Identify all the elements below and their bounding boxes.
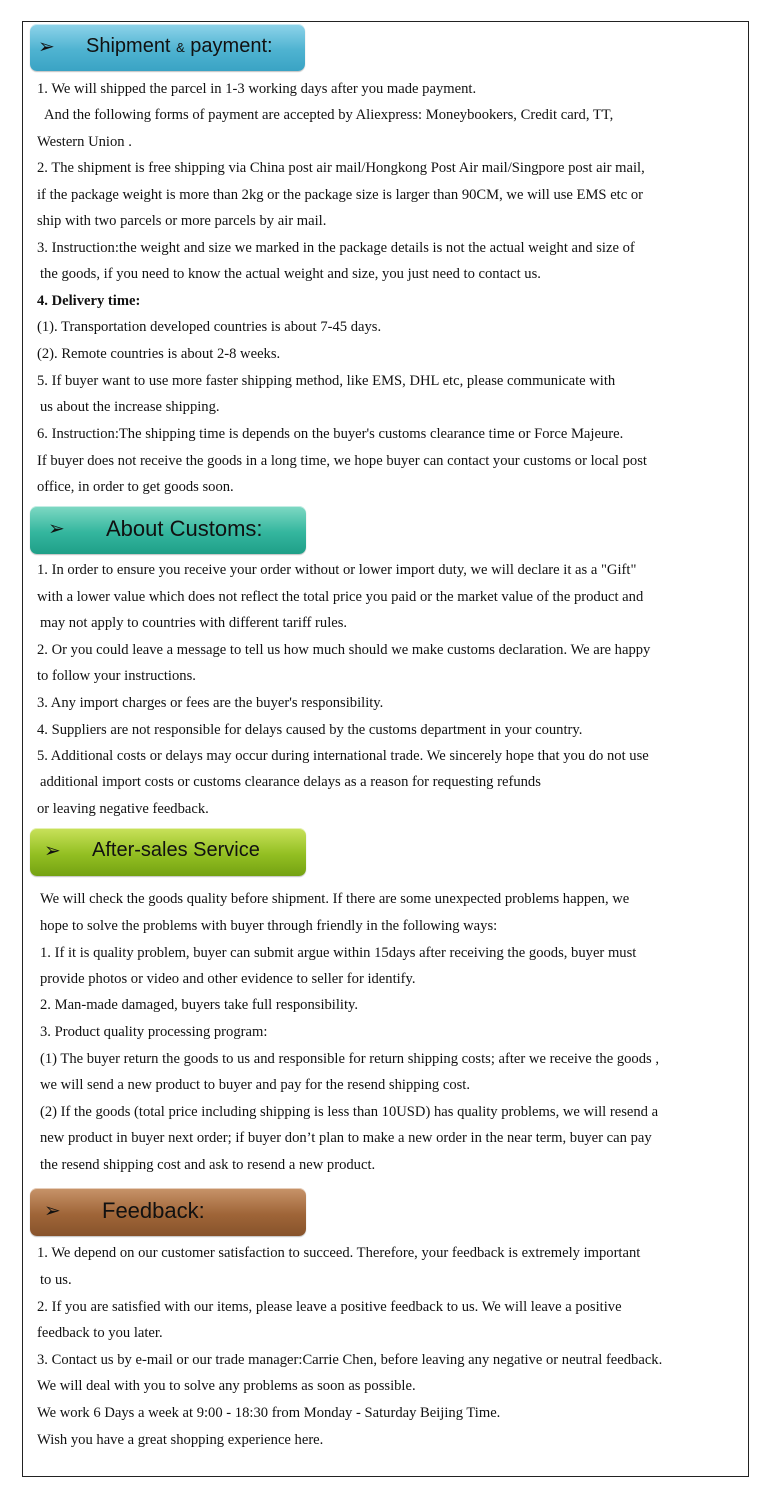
text-line: We will check the goods quality before shipment. If there are some unexpected problems happen, we — [40, 891, 630, 907]
section-title: Feedback: — [102, 1198, 205, 1223]
text-line: to follow your instructions. — [37, 668, 196, 684]
text-line: 3. Product quality processing program: — [40, 1024, 268, 1040]
text-line: 2. Or you could leave a message to tell us how much should we make customs declaration. We are happy — [37, 642, 651, 658]
text-line: We work 6 Days a week at 9:00 - 18:30 from Monday - Saturday Beijing Time. — [37, 1405, 501, 1421]
text-line: (2) If the goods (total price including shipping is less than 10USD) has quality problems, we will resend a — [40, 1104, 659, 1120]
arrow-bullet-icon: ➢ — [44, 1200, 61, 1222]
text-line: feedback to you later. — [37, 1325, 163, 1341]
text-line: (2). Remote countries is about 2-8 weeks. — [37, 346, 281, 362]
text-line: 5. Additional costs or delays may occur during international trade. We sincerely hope that you do not use — [37, 748, 649, 764]
about-customs-header — [30, 506, 306, 554]
text-line: 5. If buyer want to use more faster shipping method, like EMS, DHL etc, please communicate with — [37, 373, 616, 389]
section-title: About Customs: — [106, 516, 263, 541]
text-line: 2. If you are satisfied with our items, please leave a positive feedback to us. We will leave a positive — [37, 1299, 622, 1315]
text-line: 1. We depend on our customer satisfaction to succeed. Therefore, your feedback is extremely important — [37, 1245, 641, 1261]
arrow-bullet-icon: ➢ — [48, 518, 65, 540]
text-line: 3. Contact us by e-mail or our trade manager:Carrie Chen, before leaving any negative or neutral feedback. — [37, 1352, 663, 1368]
arrow-bullet-icon: ➢ — [44, 840, 61, 862]
text-line: If buyer does not receive the goods in a long time, we hope buyer can contact your customs or local post — [37, 453, 647, 469]
text-line: 1. If it is quality problem, buyer can submit argue within 15days after receiving the goods, buyer must — [40, 945, 637, 961]
delivery-time-heading: 4. Delivery time: — [37, 293, 141, 309]
section-title: After-sales Service — [92, 839, 260, 861]
text-line: or leaving negative feedback. — [37, 801, 209, 817]
text-line: the resend shipping cost and ask to resend a new product. — [40, 1157, 376, 1173]
text-line: ship with two parcels or more parcels by air mail. — [37, 213, 327, 229]
text-line: provide photos or video and other evidence to seller for identify. — [40, 971, 416, 987]
text-line: 4. Suppliers are not responsible for delays caused by the customs department in your country. — [37, 722, 583, 738]
arrow-bullet-icon: ➢ — [38, 36, 55, 58]
text-line: We will deal with you to solve any problems as soon as possible. — [37, 1378, 416, 1394]
text-line: 2. The shipment is free shipping via China post air mail/Hongkong Post Air mail/Singpore post air mail, — [37, 160, 645, 176]
text-line: hope to solve the problems with buyer through friendly in the following ways: — [40, 918, 498, 934]
text-line: 6. Instruction:The shipping time is depends on the buyer's customs clearance time or Force Majeure. — [37, 426, 624, 442]
text-line: us about the increase shipping. — [40, 399, 220, 415]
after-sales-service-header — [30, 828, 306, 876]
text-line: new product in buyer next order; if buyer don’t plan to make a new order in the near term, buyer can pay — [40, 1130, 652, 1146]
text-line: with a lower value which does not reflect the total price you paid or the market value of the product and — [37, 589, 644, 605]
text-line: 1. In order to ensure you receive your order without or lower import duty, we will declare it as a "Gift" — [37, 562, 637, 578]
text-line: 3. Instruction:the weight and size we marked in the package details is not the actual weight and size of — [37, 240, 635, 256]
text-line: 1. We will shipped the parcel in 1-3 working days after you made payment. — [37, 81, 477, 97]
shipment-payment-header — [30, 24, 305, 71]
text-line: may not apply to countries with different tariff rules. — [40, 615, 348, 631]
text-line: And the following forms of payment are accepted by Aliexpress: Moneybookers, Credit card, TT, — [44, 107, 614, 123]
text-line: (1). Transportation developed countries is about 7-45 days. — [37, 319, 382, 335]
text-line: Western Union . — [37, 134, 132, 150]
section-title: Shipment & payment: — [86, 35, 273, 57]
text-line: we will send a new product to buyer and pay for the resend shipping cost. — [40, 1077, 471, 1093]
text-line: office, in order to get goods soon. — [37, 479, 234, 495]
text-line: the goods, if you need to know the actual weight and size, you just need to contact us. — [40, 266, 541, 282]
text-line: to us. — [40, 1272, 72, 1288]
feedback-header — [30, 1188, 306, 1236]
text-line: Wish you have a great shopping experience here. — [37, 1432, 324, 1448]
text-line: (1) The buyer return the goods to us and responsible for return shipping costs; after we receive the goods , — [40, 1051, 659, 1067]
text-line: additional import costs or customs clearance delays as a reason for requesting refunds — [40, 774, 541, 790]
text-line: if the package weight is more than 2kg or the package size is larger than 90CM, we will use EMS etc or — [37, 187, 644, 203]
text-line: 3. Any import charges or fees are the buyer's responsibility. — [37, 695, 384, 711]
text-line: 2. Man-made damaged, buyers take full responsibility. — [40, 997, 359, 1013]
